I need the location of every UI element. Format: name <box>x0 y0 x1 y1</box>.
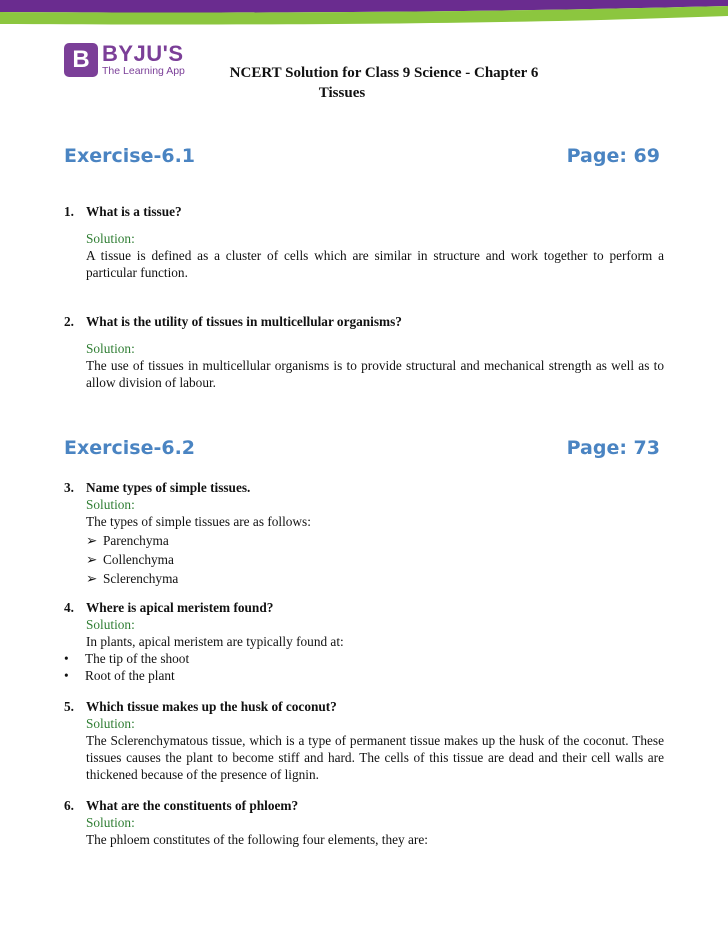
answer-text: The phloem constitutes of the following four elements, they are: <box>86 832 428 847</box>
question-text: Name types of simple tissues. <box>86 480 251 495</box>
header-decorative-band <box>0 0 728 28</box>
exercise-heading <box>64 437 660 459</box>
question-block <box>64 479 664 587</box>
solution-label: Solution: <box>86 497 135 512</box>
question-number: 4. <box>64 600 74 615</box>
answer-text: The types of simple tissues are as follows: <box>86 514 311 529</box>
arrow-bullet-icon: ➢ <box>86 533 98 548</box>
question-text: What is the utility of tissues in multicellular organisms? <box>86 314 402 329</box>
exercise-title: Exercise-6.1 <box>64 145 196 167</box>
solution-label: Solution: <box>86 815 135 830</box>
solution-label: Solution: <box>86 231 135 246</box>
solution-label: Solution: <box>86 341 135 356</box>
list-item-text: Root of the plant <box>85 668 175 683</box>
document-title: NCERT Solution for Class 9 Science - Chapter 6 <box>229 65 539 81</box>
answer-text: In plants, apical meristem are typically found at: <box>86 634 344 649</box>
question-block <box>64 698 664 783</box>
list-item <box>86 532 664 549</box>
question-number: 2. <box>64 314 74 329</box>
question-number: 5. <box>64 699 74 714</box>
list-item <box>86 570 664 587</box>
brand-tagline: The Learning App <box>102 65 185 77</box>
chapter-title: Tissues <box>318 85 366 101</box>
list-item-text: Sclerenchyma <box>103 571 179 586</box>
question-block <box>64 599 664 684</box>
question-text: What is a tissue? <box>86 204 182 219</box>
list-item <box>64 667 664 684</box>
question-block <box>64 797 664 848</box>
list-item <box>86 551 664 568</box>
list-item <box>64 650 664 667</box>
answer-text: A tissue is defined as a cluster of cells which are similar in structure and work together to perform a particular function. <box>86 248 664 280</box>
question-number: 6. <box>64 798 74 813</box>
solution-label: Solution: <box>86 716 135 731</box>
answer-text: The use of tissues in multicellular organisms is to provide structural and mechanical strength as well as to allow division of labour. <box>86 358 664 390</box>
list-item-text: Parenchyma <box>103 533 169 548</box>
question-text: What are the constituents of phloem? <box>86 798 299 813</box>
question-block <box>64 203 664 281</box>
bullet-icon: • <box>64 651 69 666</box>
question-text: Where is apical meristem found? <box>86 600 274 615</box>
list-item-text: Collenchyma <box>103 552 174 567</box>
question-block <box>64 313 664 391</box>
exercise-page: Page: 69 <box>566 145 660 167</box>
list-item-text: The tip of the shoot <box>85 651 190 666</box>
exercise-heading <box>64 145 660 167</box>
question-text: Which tissue makes up the husk of coconut? <box>86 699 337 714</box>
bullet-icon: • <box>64 668 69 683</box>
exercise-page: Page: 73 <box>566 437 660 459</box>
solution-label: Solution: <box>86 617 135 632</box>
arrow-bullet-icon: ➢ <box>86 571 98 586</box>
logo-mark-letter: B <box>72 46 90 73</box>
arrow-bullet-icon: ➢ <box>86 552 98 567</box>
exercise-title: Exercise-6.2 <box>64 437 196 459</box>
answer-text: The Sclerenchymatous tissue, which is a type of permanent tissue makes up the husk of the coconut. These tissues causes the plant to become stiff and hard. The cells of this tissue are dead and their cell walls are thickened because of the presence of lignin. <box>86 733 664 782</box>
question-number: 3. <box>64 480 74 495</box>
question-number: 1. <box>64 204 74 219</box>
brand-name: BYJU'S <box>102 41 184 66</box>
